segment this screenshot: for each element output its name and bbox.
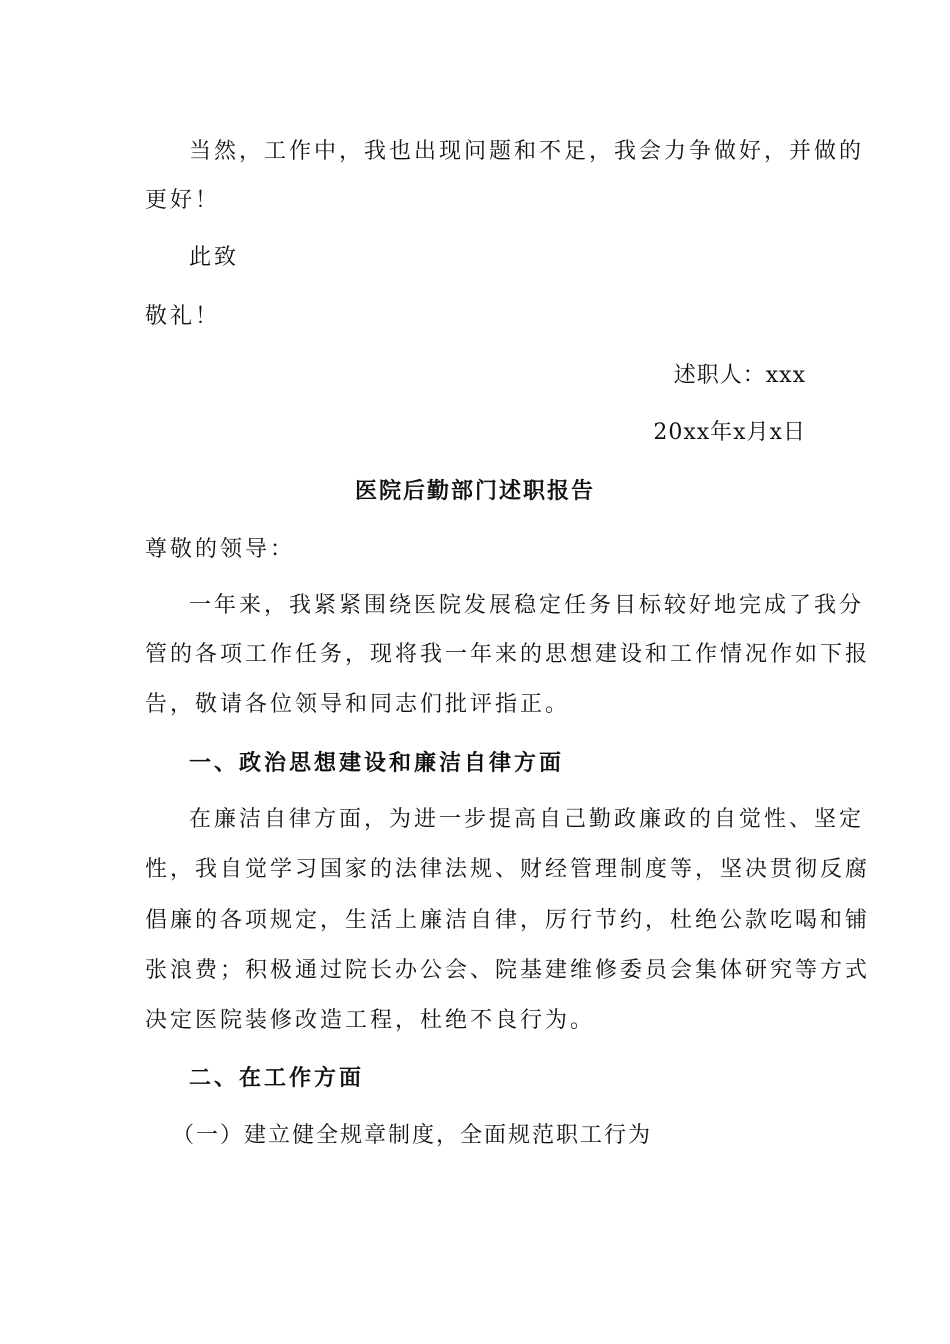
section-1-line-3: 倡廉的各项规定，生活上廉洁自律，厉行节约，杜绝公款吃喝和铺 <box>145 908 871 933</box>
date-line: 20xx年x月x日 <box>653 420 806 445</box>
section-2-heading: 二、在工作方面 <box>189 1065 365 1091</box>
section-1-line-5: 决定医院装修改造工程，杜绝不良行为。 <box>145 1008 596 1033</box>
intro-line-2: 管的各项工作任务，现将我一年来的思想建设和工作情况作如下报 <box>145 642 871 667</box>
section-1-heading: 一、政治思想建设和廉洁自律方面 <box>189 750 565 776</box>
closing-paragraph-line-2: 更好！ <box>145 188 221 213</box>
salutation-cizhi: 此致 <box>189 245 240 270</box>
closing-paragraph-line-1: 当然，工作中，我也出现问题和不足，我会力争做好，并做的 <box>189 139 865 164</box>
subsection-1-heading: （一）建立健全规章制度，全面规范职工行为 <box>172 1123 653 1148</box>
intro-line-3: 告，敬请各位领导和同志们批评指正。 <box>145 692 571 717</box>
section-1-line-4: 张浪费；积极通过院长办公会、院基建维修委员会集体研究等方式 <box>145 958 871 983</box>
greeting: 尊敬的领导： <box>145 537 296 562</box>
section-1-line-1: 在廉洁自律方面，为进一步提高自己勤政廉政的自觉性、坚定 <box>189 807 865 832</box>
intro-line-1: 一年来，我紧紧围绕医院发展稳定任务目标较好地完成了我分 <box>189 593 865 618</box>
report-title: 医院后勤部门述职报告 <box>354 478 595 504</box>
salutation-jingli: 敬礼！ <box>145 304 221 329</box>
section-1-line-2: 性，我自觉学习国家的法律法规、财经管理制度等，坚决贯彻反腐 <box>145 857 871 882</box>
signer-line: 述职人：xxx <box>673 363 806 388</box>
